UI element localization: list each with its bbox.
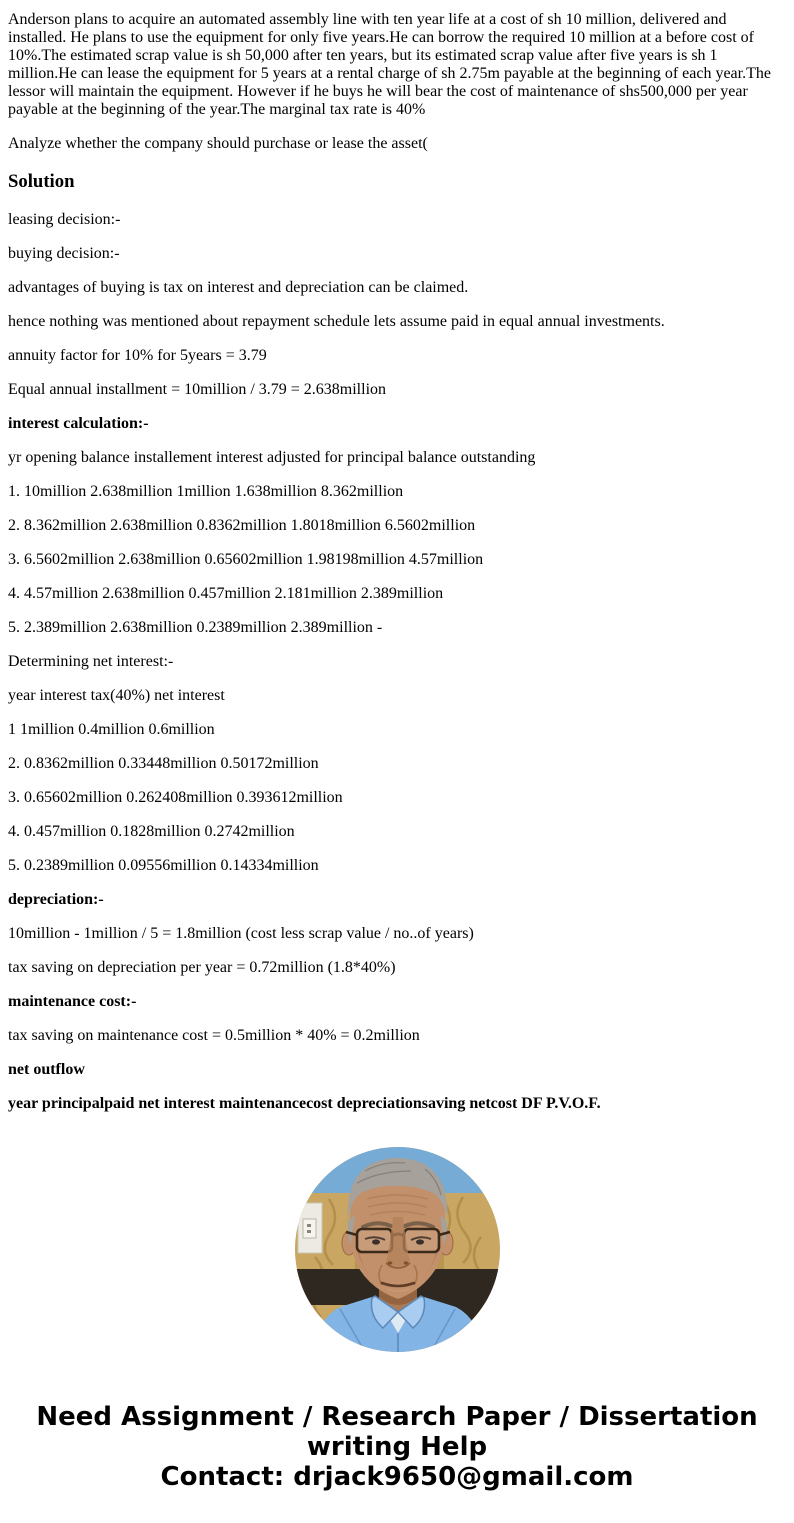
solution-heading: Solution [8, 171, 75, 192]
amortization-header-line: yr opening balance installement interest adjusted for principal balance outstanding [8, 448, 536, 466]
amortization-row: 1. 10million 2.638million 1million 1.638million 8.362million [8, 482, 404, 500]
document-body [0, 11, 794, 1113]
amortization-row: 4. 4.57million 2.638million 0.457million 2.181million 2.389million [8, 584, 444, 602]
footer-contact-line: Contact: drjack9650@gmail.com [160, 1461, 634, 1492]
analysis-prompt: Analyze whether the company should purchase or lease the asset( [8, 135, 428, 152]
net-interest-header-line: year interest tax(40%) net interest [8, 686, 225, 704]
profile-photo-container [0, 1147, 794, 1352]
net-outflow-heading: net outflow [8, 1060, 85, 1078]
footer-help-line: writing Help [306, 1431, 488, 1462]
interest-calculation-heading: interest calculation:- [8, 414, 149, 432]
buying-decision-line: buying decision:- [8, 244, 120, 262]
promo-footer [0, 1402, 794, 1492]
net-interest-row: 4. 0.457million 0.1828million 0.2742million [8, 822, 295, 840]
net-interest-row: 1 1million 0.4million 0.6million [8, 720, 215, 738]
annuity-factor-line: annuity factor for 10% for 5years = 3.79 [8, 346, 267, 364]
amortization-row: 2. 8.362million 2.638million 0.8362million 1.8018million 6.5602million [8, 516, 476, 534]
buying-advantage-line: advantages of buying is tax on interest and depreciation can be claimed. [8, 278, 469, 296]
depreciation-heading: depreciation:- [8, 890, 104, 908]
amortization-row: 5. 2.389million 2.638million 0.2389million 2.389million - [8, 618, 383, 636]
net-interest-heading: Determining net interest:- [8, 652, 174, 670]
maintenance-tax-saving-line: tax saving on maintenance cost = 0.5million * 40% = 0.2million [8, 1026, 420, 1044]
footer-help-line: Need Assignment / Research Paper / Dissertation [36, 1401, 758, 1432]
net-interest-row: 3. 0.65602million 0.262408million 0.393612million [8, 788, 343, 806]
question-paragraph: Anderson plans to acquire an automated assembly line with ten year life at a cost of sh 10 million, delivered and installed. He plans to use the equipment for only five years.He can borrow the required 10 million at a before cost of 10%.The estimated scrap value is sh 50,000 after ten years, but its estimated scrap value after five years is sh 1 million.He can lease the equipment for 5 years at a rental charge of sh 2.75m payable at the beginning of each year.The lessor will maintain the equipment. However if he buys he will bear the cost of maintenance of shs500,000 per year payable at the beginning of the year.The marginal tax rate is 40% [8, 11, 771, 118]
door-frame [298, 1203, 322, 1253]
profile-photo [295, 1147, 500, 1352]
maintenance-cost-heading: maintenance cost:- [8, 992, 137, 1010]
amortization-row: 3. 6.5602million 2.638million 0.65602million 1.98198million 4.57million [8, 550, 484, 568]
equal-installment-line: Equal annual installment = 10million / 3.79 = 2.638million [8, 380, 387, 398]
net-outflow-header-line: year principalpaid net interest maintenancecost depreciationsaving netcost DF P.V.O.F. [8, 1094, 601, 1112]
repayment-assumption-line: hence nothing was mentioned about repayment schedule lets assume paid in equal annual investments. [8, 312, 665, 330]
depreciation-calc-line: 10million - 1million / 5 = 1.8million (cost less scrap value / no..of years) [8, 924, 474, 942]
leasing-decision-line: leasing decision:- [8, 210, 121, 228]
depreciation-tax-saving-line: tax saving on depreciation per year = 0.72million (1.8*40%) [8, 958, 396, 976]
net-interest-row: 5. 0.2389million 0.09556million 0.14334million [8, 856, 319, 874]
net-interest-row: 2. 0.8362million 0.33448million 0.50172million [8, 754, 319, 772]
